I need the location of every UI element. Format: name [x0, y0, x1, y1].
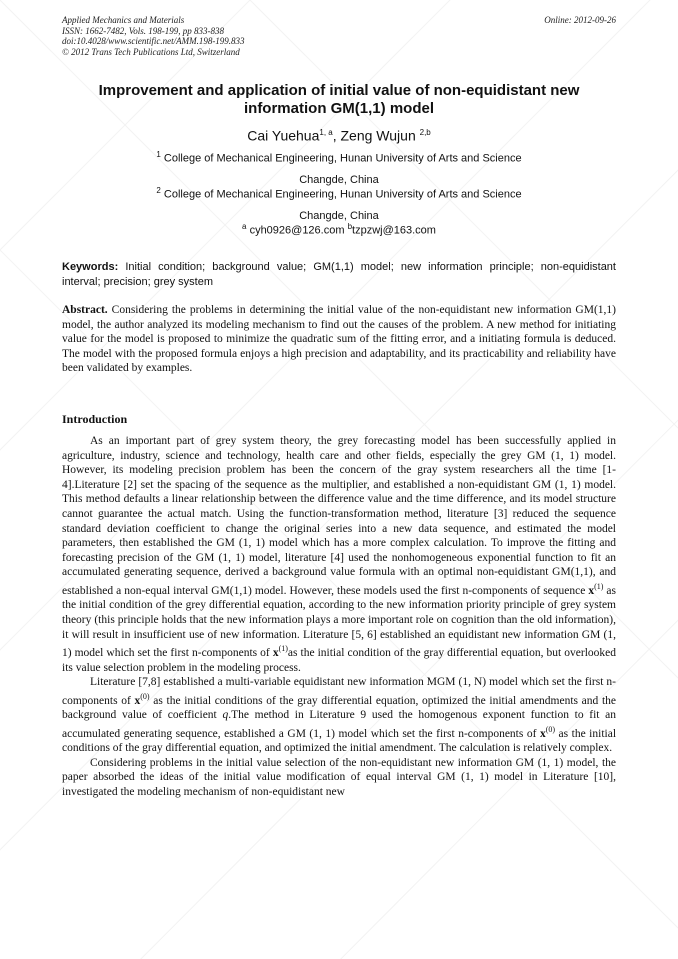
- email-a: cyh0926@126.com: [249, 224, 345, 237]
- online-date: Online: 2012-09-26: [544, 15, 616, 25]
- affiliation-2: $^2$ College of Mechanical Engineering, Hunan University of Arts and Science Changde, China: [156, 186, 522, 222]
- abstract-label: Abstract.: [62, 304, 108, 316]
- paragraph-2: Literature [7,8] established a multi-variable equidistant new information MGM (1, N) model which set the first n-components of $x^{(0)}$ as the initial conditions of the gray differential equation, optimized the initial amendments and the background value of coefficient q.The method in Literature 9 used the homogenous exponent function to fit an accumulated generating sequence, established a GM (1, 1) model which set the first n-components of $x^{(0)}$ as the initial conditions of the gray differential equation, and optimized the initial amendment. The calculation is relatively complex.: [62, 676, 617, 755]
- paragraph-3: Considering problems in the initial value selection of the non-equidistant new information GM (1, 1) model, the paper absorbed the ideas of the initial value modification of equal interval GM (1, 1) model in Literature [10], investigated the modeling mechanism of non-equidistant new: [62, 756, 616, 798]
- copyright-line: © 2012 Trans Tech Publications Ltd, Switzerland: [62, 46, 240, 57]
- journal-header: [62, 15, 616, 57]
- paragraph-1: As an important part of grey system theory, the grey forecasting model has been successfully applied in agriculture, industry, science and technology, health care and other fields, especially the grey GM (1, 1) model. However, its modeling precision problem has been the concern of the gray system researchers all the time [1-4].Literature [2] set the spacing of the sequence as the multiplier, and established a non-equidistant GM (1, 1) model. This method defaults a linear relationship between the difference value and the time difference, and its model structure cannot guarantee the actual match. Using the function-transformation method, literature [3] reduced the sequence standard deviation coefficient to change the original series into a new data sequence, and estimated the model parameters, then established the GM (1, 1) model which has a more complex calculation. To improve the fitting and forecasting precision of the GM (1, 1) model, literature [4] used the nonhomogeneous exponential function to fit an accumulated generating sequence, derived a background value formula with an optimal non-equidistant GM(1,1), and established a non-equal interval GM(1,1) model. However, these models used the first n-components of sequence $x^{(1)}$ as the initial condition of the grey differential equation, according to the new information priority principle of grey system theory (this principle holds that the new information plays a more important role on cognition than the old information), it will result in insufficient use of new information. Literature [5, 6] established an equidistant new information GM (1, 1) model which set the first n-components of $x^{(1)}as$ the initial condition of the gray differential equation, but overlooked its value selection problem in the modeling process.: [62, 435, 617, 674]
- author-2: Zeng Wujun: [340, 127, 416, 144]
- issn-line: ISSN: 1662-7482, Vols. 198-199, pp 833-838: [62, 25, 224, 36]
- author-2-sup: 2,b: [419, 128, 431, 137]
- email-line: $^a$ cyh0926@126.com $^b$tzpzwj@163.com: [242, 222, 436, 237]
- math-x1: $x^{(1)}$: [272, 644, 288, 659]
- math-x1: $x^{(1)}$: [588, 581, 604, 597]
- journal-name: Applied Mechanics and Materials: [62, 15, 185, 25]
- keywords: [62, 260, 616, 290]
- math-x0: $x^{(0)}$: [539, 724, 556, 740]
- keywords-text: Initial condition; background value; GM(1,1) model; new information principle; non-equidistant interval; precision; grey system: [62, 261, 616, 288]
- math-q: q: [222, 709, 229, 722]
- author-1-sup: 1, a: [319, 128, 333, 137]
- email-b: tzpzwj@163.com: [352, 224, 436, 237]
- author-line: Cai Yuehua$^{1, a}$, Zeng Wujun $^{2,b}$: [247, 127, 431, 144]
- affiliation-1: $^1$ College of Mechanical Engineering, Hunan University of Arts and Science Changde, China: [156, 150, 522, 186]
- abstract: [62, 303, 616, 376]
- doi-line: doi:10.4028/www.scientific.net/AMM.198-199.833: [62, 36, 245, 46]
- section-heading-introduction: Introduction: [62, 412, 128, 426]
- math-x0: $x^{(0)}$: [134, 691, 150, 707]
- author-1: Cai Yuehua: [247, 127, 320, 144]
- body-text: [62, 434, 616, 800]
- paper-title: Improvement and application of initial value of non-equidistant new information GM(1,1) model: [98, 82, 580, 117]
- keywords-label: Keywords:: [62, 261, 119, 273]
- abstract-text: Considering the problems in determining the initial value of the non-equidistant new information GM(1,1) model, the author analyzed its modeling mechanism to find out the causes of the problem. A new method for initiating value for the model is proposed to minimize the quadratic sum of the fitting error, and a initiating formula is deduced. The model with the proposed formula enjoys a high precision and adaptability, and its practicability and reliability have been validated by examples.: [62, 304, 616, 374]
